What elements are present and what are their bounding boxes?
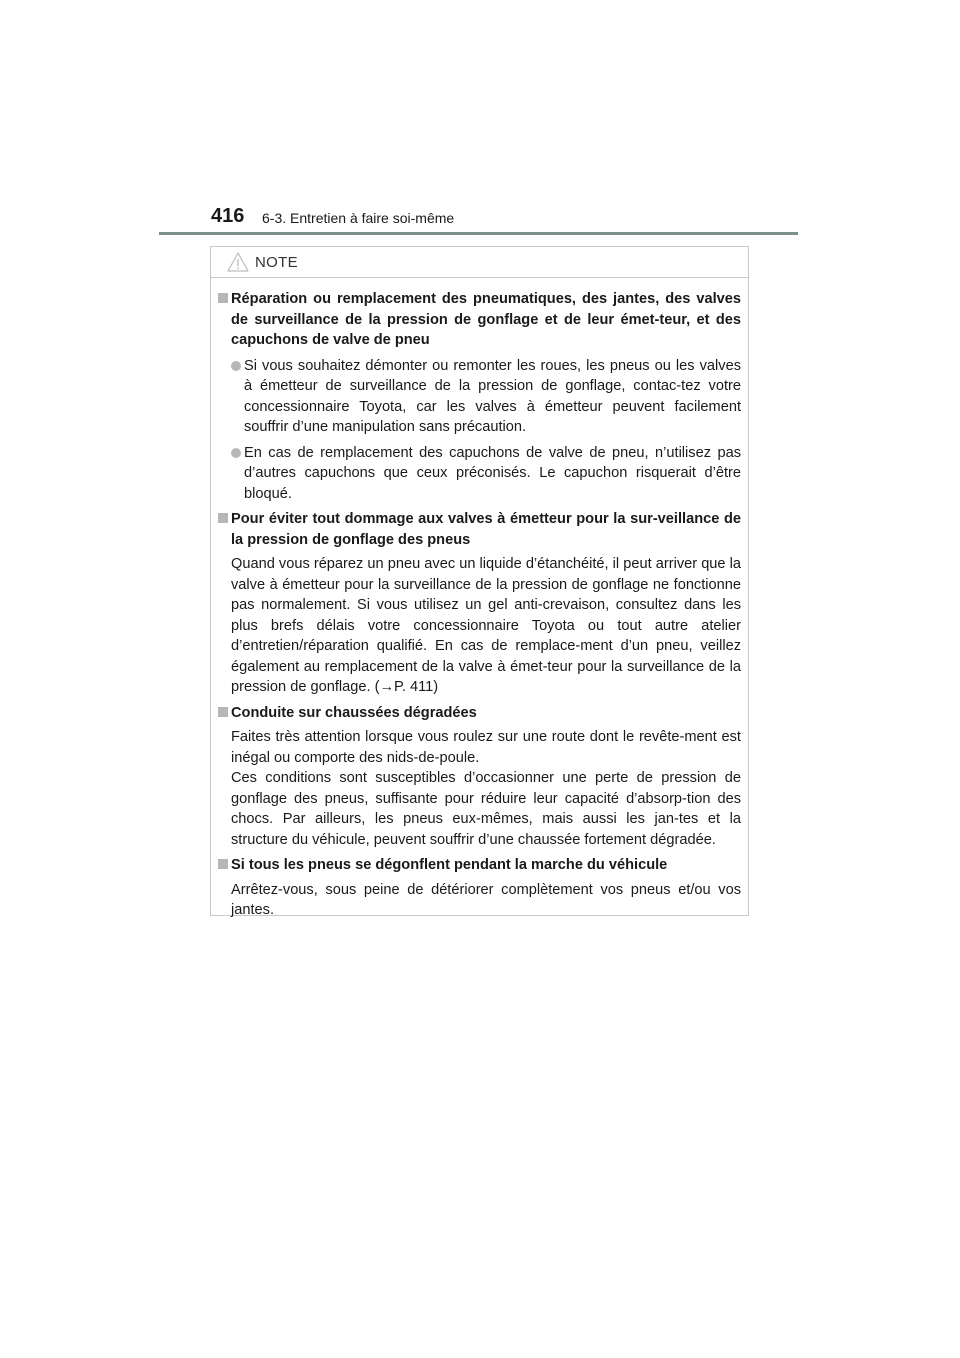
square-bullet-icon xyxy=(218,293,228,303)
circle-bullet-icon xyxy=(231,448,241,458)
item-title: Si tous les pneus se dégonflent pendant la marche du véhicule xyxy=(231,857,668,873)
header-rule xyxy=(159,232,798,235)
note-item xyxy=(218,289,741,504)
bullet-item xyxy=(231,356,741,438)
note-label: NOTE xyxy=(255,254,298,271)
square-bullet-icon xyxy=(218,859,228,869)
item-text: Faites très attention lorsque vous roulez sur une route dont le revête-ment est inégal ou comporte des nids-de-poule. xyxy=(231,729,741,766)
note-item xyxy=(218,855,741,921)
note-item xyxy=(218,703,741,851)
item-title: Pour éviter tout dommage aux valves à émetteur pour la sur-veillance de la pression de gonflage des pneus xyxy=(231,511,741,548)
item-text: Quand vous réparez un pneu avec un liquide d’étanchéité, il peut arriver que la valve à émetteur pour la surveillance de la pression de gonflage ne fonctionne pas normalement. Si vous utilisez un gel anti-crevaison, consultez dans les plus brefs délais votre concessionnaire Toyota ou tout autre atelier d’entretien/réparation qualifié. En cas de remplace-ment d’un pneu, veillez également au remplacement de la valve à émet-teur pour la surveillance de la pression de gonflage. (→P. 411) xyxy=(231,556,741,695)
page-number: 416 xyxy=(211,205,245,227)
bullet-text: Si vous souhaitez démonter ou remonter les roues, les pneus ou les valves à émetteur de surveillance de la pression de gonflage, contac-tez votre concessionnaire Toyota, car les valves à émetteur peuvent facilement souffrir d’une manipulation sans précaution. xyxy=(244,357,741,435)
item-text: Ces conditions sont susceptibles d’occasionner une perte de pression de gonflage des pneus, suffisante pour réduire leur capacité d’absorp-tion des chocs. Par ailleurs, les pneus eux-mêmes, mais aussi les jan-tes et la structure du véhicule, peuvent souffrir d’une chaussée fortement dégradée. xyxy=(231,770,741,848)
square-bullet-icon xyxy=(218,707,228,717)
note-body xyxy=(211,278,748,921)
note-item xyxy=(218,509,741,698)
item-title: Réparation ou remplacement des pneumatiques, des jantes, des valves de surveillance de la pression de gonflage et de leur émet-teur, et des capuchons de valve de pneu xyxy=(231,291,741,348)
note-header xyxy=(211,247,748,278)
bullet-item xyxy=(231,443,741,505)
bullet-text: En cas de remplacement des capuchons de valve de pneu, n’utilisez pas d’autres capuchons que ceux préconisés. Le capuchon risquerait d’être bloqué. xyxy=(244,444,741,502)
section-title: 6-3. Entretien à faire soi-même xyxy=(262,210,455,226)
note-box xyxy=(210,246,749,916)
item-title: Conduite sur chaussées dégradées xyxy=(231,704,477,721)
square-bullet-icon xyxy=(218,513,228,523)
item-text: Arrêtez-vous, sous peine de détériorer complètement vos pneus et/ou vos jantes. xyxy=(231,881,741,918)
warning-triangle-icon xyxy=(227,252,249,272)
circle-bullet-icon xyxy=(231,361,241,371)
